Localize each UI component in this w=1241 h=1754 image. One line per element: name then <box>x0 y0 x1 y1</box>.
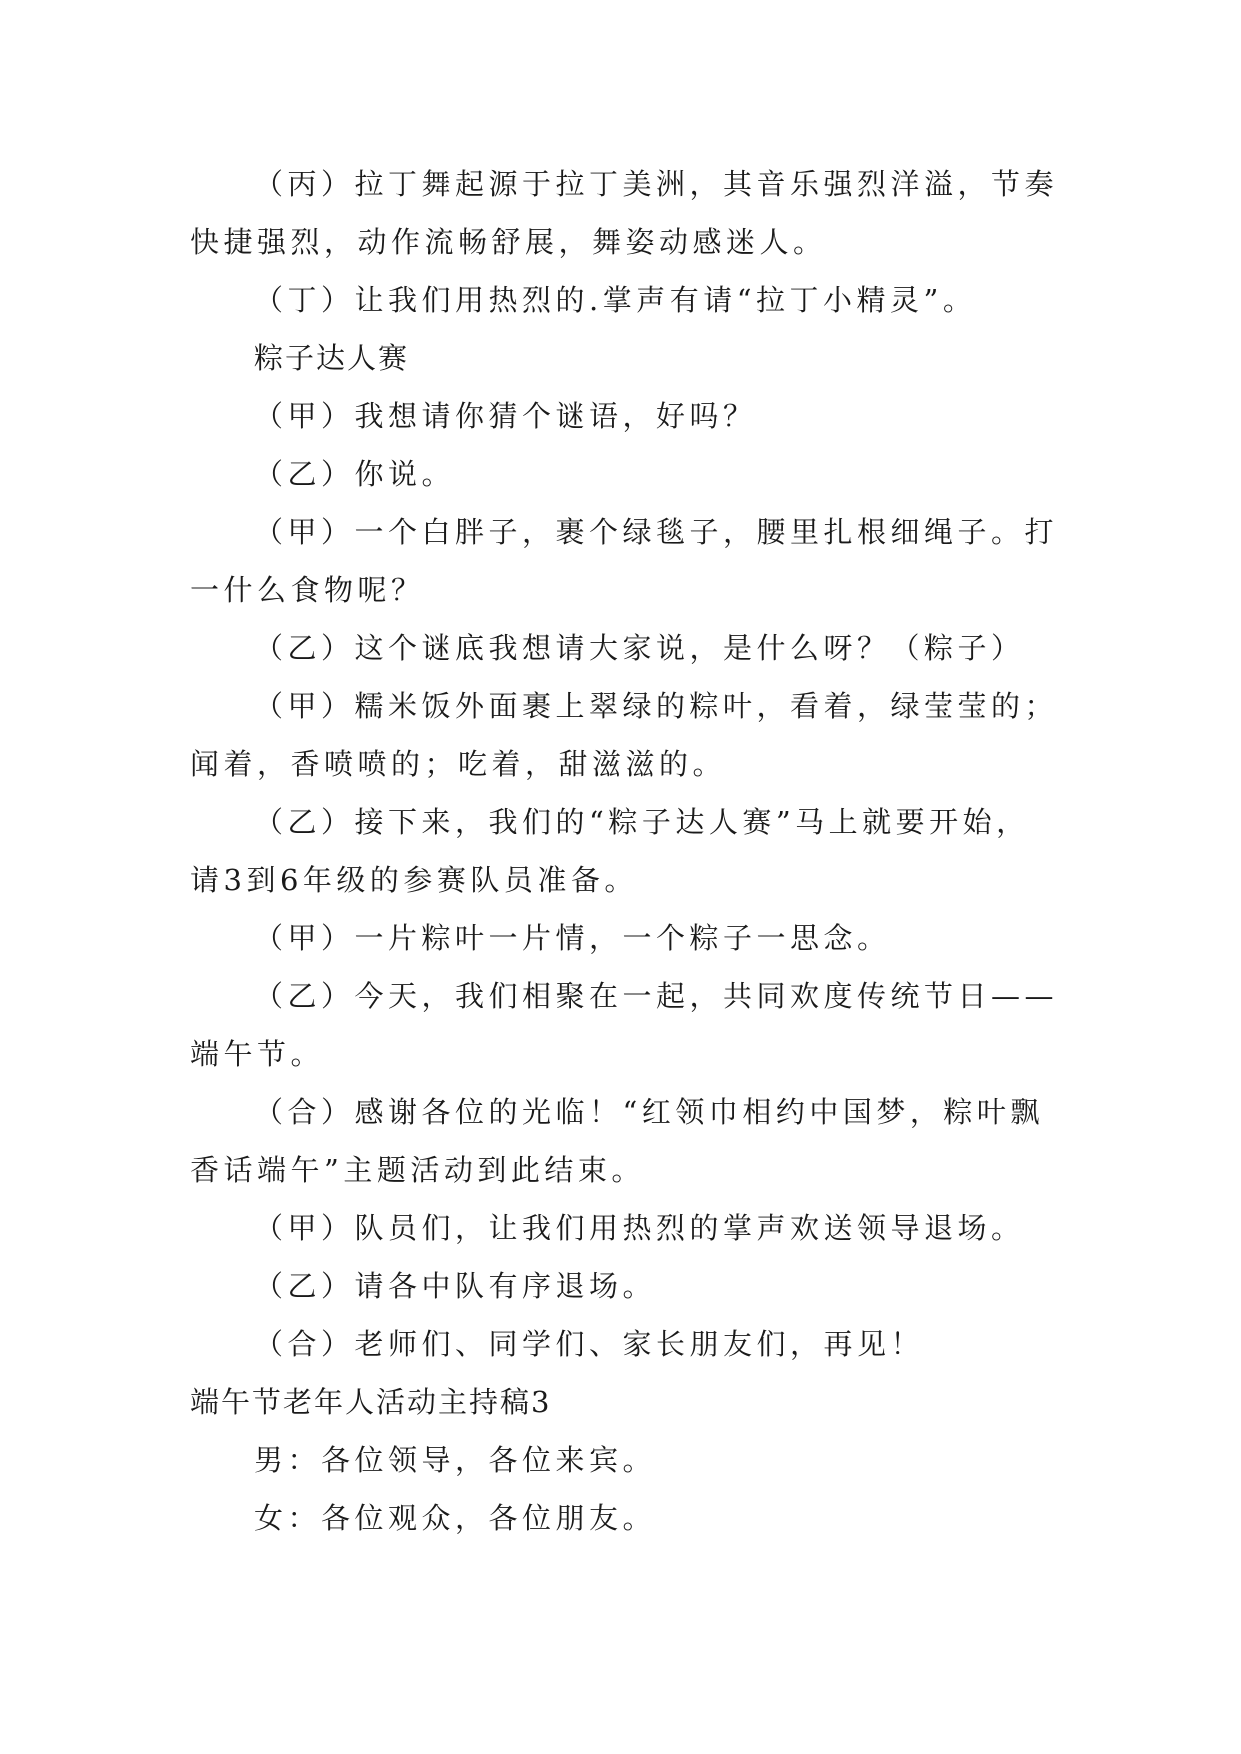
paragraph-line: （甲）一片粽叶一片情，一个粽子一思念。 <box>254 921 891 955</box>
paragraph-line: （甲）一个白胖子，裹个绿毯子，腰里扎根细绳子。打 <box>254 515 1059 549</box>
paragraph-line: 男：各位领导，各位来宾。 <box>254 1443 657 1477</box>
paragraph-line: 端午节。 <box>190 1037 325 1071</box>
paragraph-line: （合）老师们、同学们、家长朋友们，再见！ <box>254 1327 925 1361</box>
paragraph-line: 闻着，香喷喷的；吃着，甜滋滋的。 <box>190 747 727 781</box>
paragraph-line: （乙）今天，我们相聚在一起，共同欢度传统节日—— <box>254 979 1059 1013</box>
paragraph-line: （甲）我想请你猜个谜语，好吗？ <box>254 399 757 433</box>
paragraph-line: （乙）接下来，我们的“粽子达人赛”马上就要开始， <box>254 805 1030 839</box>
paragraph-line: 请3到6年级的参赛队员准备。 <box>190 863 638 897</box>
paragraph-line: 女：各位观众，各位朋友。 <box>254 1501 657 1535</box>
document-title: 端午节老年人活动主持稿3 <box>190 1385 552 1419</box>
paragraph-line: （甲）糯米饭外面裹上翠绿的粽叶，看着，绿莹莹的； <box>254 689 1059 723</box>
paragraph-line: 香话端午”主题活动到此结束。 <box>190 1153 645 1187</box>
section-heading: 粽子达人赛 <box>254 341 410 375</box>
paragraph-line: 一什么食物呢？ <box>190 573 425 607</box>
paragraph-line: 快捷强烈，动作流畅舒展，舞姿动感迷人。 <box>190 225 827 259</box>
paragraph-line: （乙）请各中队有序退场。 <box>254 1269 657 1303</box>
paragraph-line: （甲）队员们，让我们用热烈的掌声欢送领导退场。 <box>254 1211 1025 1245</box>
paragraph-line: （丙）拉丁舞起源于拉丁美洲，其音乐强烈洋溢，节奏 <box>254 167 1059 201</box>
paragraph-line: （乙）你说。 <box>254 457 456 491</box>
paragraph-line: （丁）让我们用热烈的.掌声有请“拉丁小精灵”。 <box>254 283 977 317</box>
paragraph-line: （乙）这个谜底我想请大家说，是什么呀？（粽子） <box>254 631 1025 665</box>
paragraph-line: （合）感谢各位的光临！“红领巾相约中国梦，粽叶飘 <box>254 1095 1044 1129</box>
